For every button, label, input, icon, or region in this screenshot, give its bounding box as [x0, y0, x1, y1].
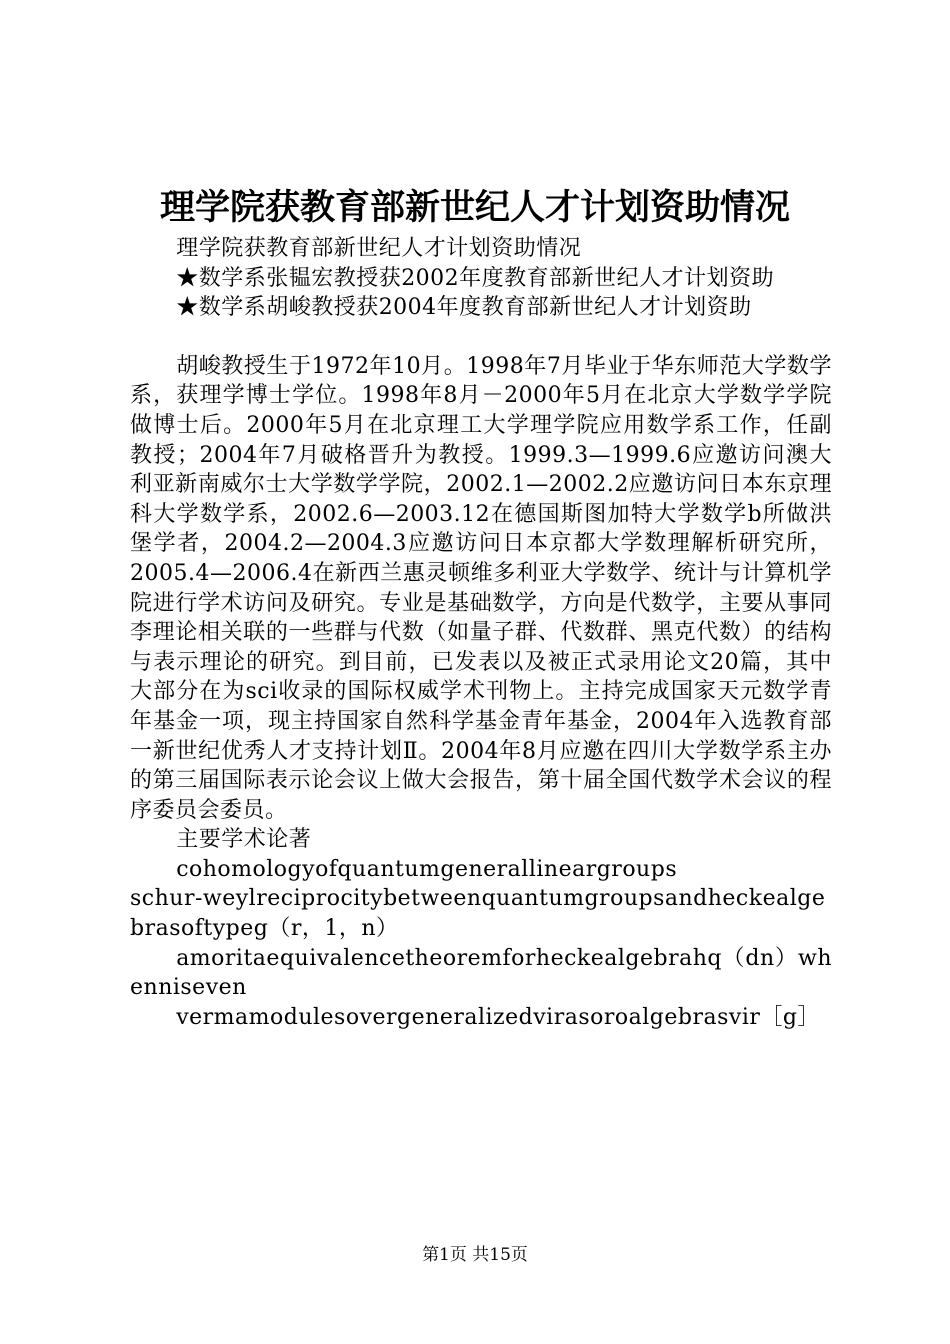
page-number-footer: 第1页 共15页	[422, 1245, 528, 1265]
paragraph-heading-repeat: 理学院获教育部新世纪人才计划资助情况	[176, 236, 582, 261]
paragraph-biography: 胡峻教授生于1972年10月。1998年7月毕业于华东师范大学数学系，获理学博士学位。1998年8月－2000年5月在北京大学数学学院做博士后。2000年5月在北京理工大学理学院应用数学系工作，任副教授；2004年7月破格晋升为教授。1999.3—1999.6应邀访问澳大利亚新南威尔士大学数学学院，2002.1—2002.2应邀访问日本东京理科大学数学系，2002.6—2003.12在德国斯图加特大学数学b所做洪堡学者，2004.2—2004.3应邀访问日本京都大学数理解析研究所，2005.4—2006.4在新西兰惠灵顿维多利亚大学数学、统计与计算机学院进行学术访问及研究。专业是基础数学，方向是代数学，主要从事同李理论相关联的一些群与代数（如量子群、代数群、黑克代数）的结构与表示理论的研究。到目前，已发表以及被正式录用论文20篇，其中大部分在为sci收录的国际权威学术刊物上。主持完成国家天元数学青年基金一项，现主持国家自然科学基金青年基金，2004年入选教育部一新世纪优秀人才支持计划Ⅱ。2004年8月应邀在四川大学数学系主办的第三届国际表示论会议上做大会报告，第十届全国代数学术会议的程序委员会委员。	[130, 353, 832, 823]
paragraph-award-hu: ★数学系胡峻教授获2004年度教育部新世纪人才计划资助	[176, 295, 752, 321]
paragraph-work-4: vermamodulesovergeneralizedvirasoroalgebrasvir［g］	[176, 1004, 820, 1030]
document-title: 理学院获教育部新世纪人才计划资助情况	[159, 187, 790, 228]
paragraph-work-2: schur-weylreciprocitybetweenquantumgroupsandheckealgebrasoftypeg（r，1，n）	[130, 886, 826, 942]
document-body	[130, 234, 832, 1032]
paragraph-works-heading: 主要学术论著	[176, 827, 312, 853]
paragraph-work-1: cohomologyofquantumgenerallineargroups	[176, 856, 678, 882]
paragraph-work-3: amoritaequivalencetheoremforheckealgebrahq（dn）whenniseven	[130, 945, 832, 1001]
paragraph-award-zhang: ★数学系张韫宏教授获2002年度教育部新世纪人才计划资助	[176, 265, 775, 291]
